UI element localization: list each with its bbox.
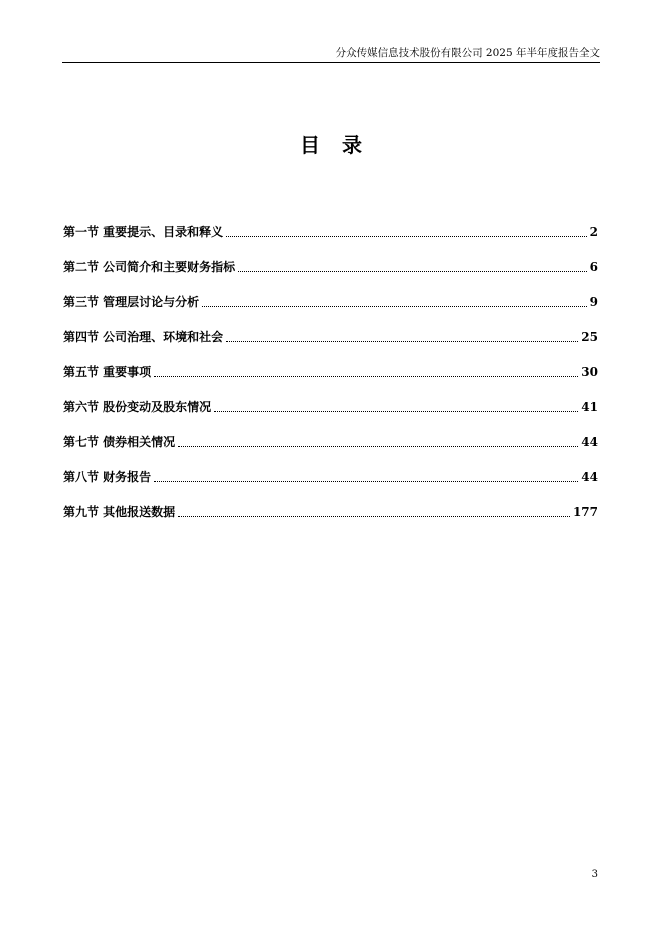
toc-entry[interactable] [63, 382, 598, 417]
toc-entry-label: 第七节 债券相关情况 [63, 435, 176, 449]
toc-dot-leader [178, 445, 578, 447]
toc-entry[interactable] [63, 242, 598, 277]
toc-entry-page: 177 [572, 505, 598, 519]
toc-entry-label: 第四节 公司治理、环境和社会 [63, 330, 224, 344]
header-title: 分众传媒信息技术股份有限公司 2025 年半年度报告全文 [335, 47, 600, 59]
toc-entry[interactable] [63, 207, 598, 242]
toc-dot-leader [178, 515, 570, 517]
page-number: 3 [591, 869, 598, 880]
toc-dot-leader [154, 480, 578, 482]
toc-dot-leader [238, 270, 586, 272]
toc-title: 目录 [300, 133, 384, 157]
toc-entry[interactable] [63, 312, 598, 347]
toc-entry-page: 30 [581, 365, 598, 379]
toc-dot-leader [226, 340, 578, 342]
toc-entry[interactable] [63, 417, 598, 452]
toc-entry[interactable] [63, 452, 598, 487]
toc-entry-page: 6 [589, 260, 598, 274]
toc-dot-leader [226, 235, 586, 237]
toc-dot-leader [202, 305, 586, 307]
toc-entry-page: 41 [581, 400, 598, 414]
toc-entry-label: 第三节 管理层讨论与分析 [63, 295, 200, 309]
toc-entry[interactable] [63, 487, 598, 522]
toc-entry-page: 44 [581, 470, 598, 484]
page-header [62, 46, 600, 63]
toc-entry[interactable] [63, 347, 598, 382]
toc-entry-page: 25 [581, 330, 598, 344]
toc-entry[interactable] [63, 277, 598, 312]
toc-entry-label: 第五节 重要事项 [63, 365, 152, 379]
toc-entry-label: 第八节 财务报告 [63, 470, 152, 484]
toc-entry-page: 44 [581, 435, 598, 449]
toc-list [63, 207, 598, 522]
toc-entry-label: 第二节 公司简介和主要财务指标 [63, 260, 236, 274]
toc-entry-label: 第九节 其他报送数据 [63, 505, 176, 519]
toc-dot-leader [214, 410, 578, 412]
toc-entry-page: 2 [589, 225, 598, 239]
toc-entry-label: 第一节 重要提示、目录和释义 [63, 225, 224, 239]
toc-entry-label: 第六节 股份变动及股东情况 [63, 400, 212, 414]
toc-entry-page: 9 [589, 295, 598, 309]
toc-dot-leader [154, 375, 578, 377]
